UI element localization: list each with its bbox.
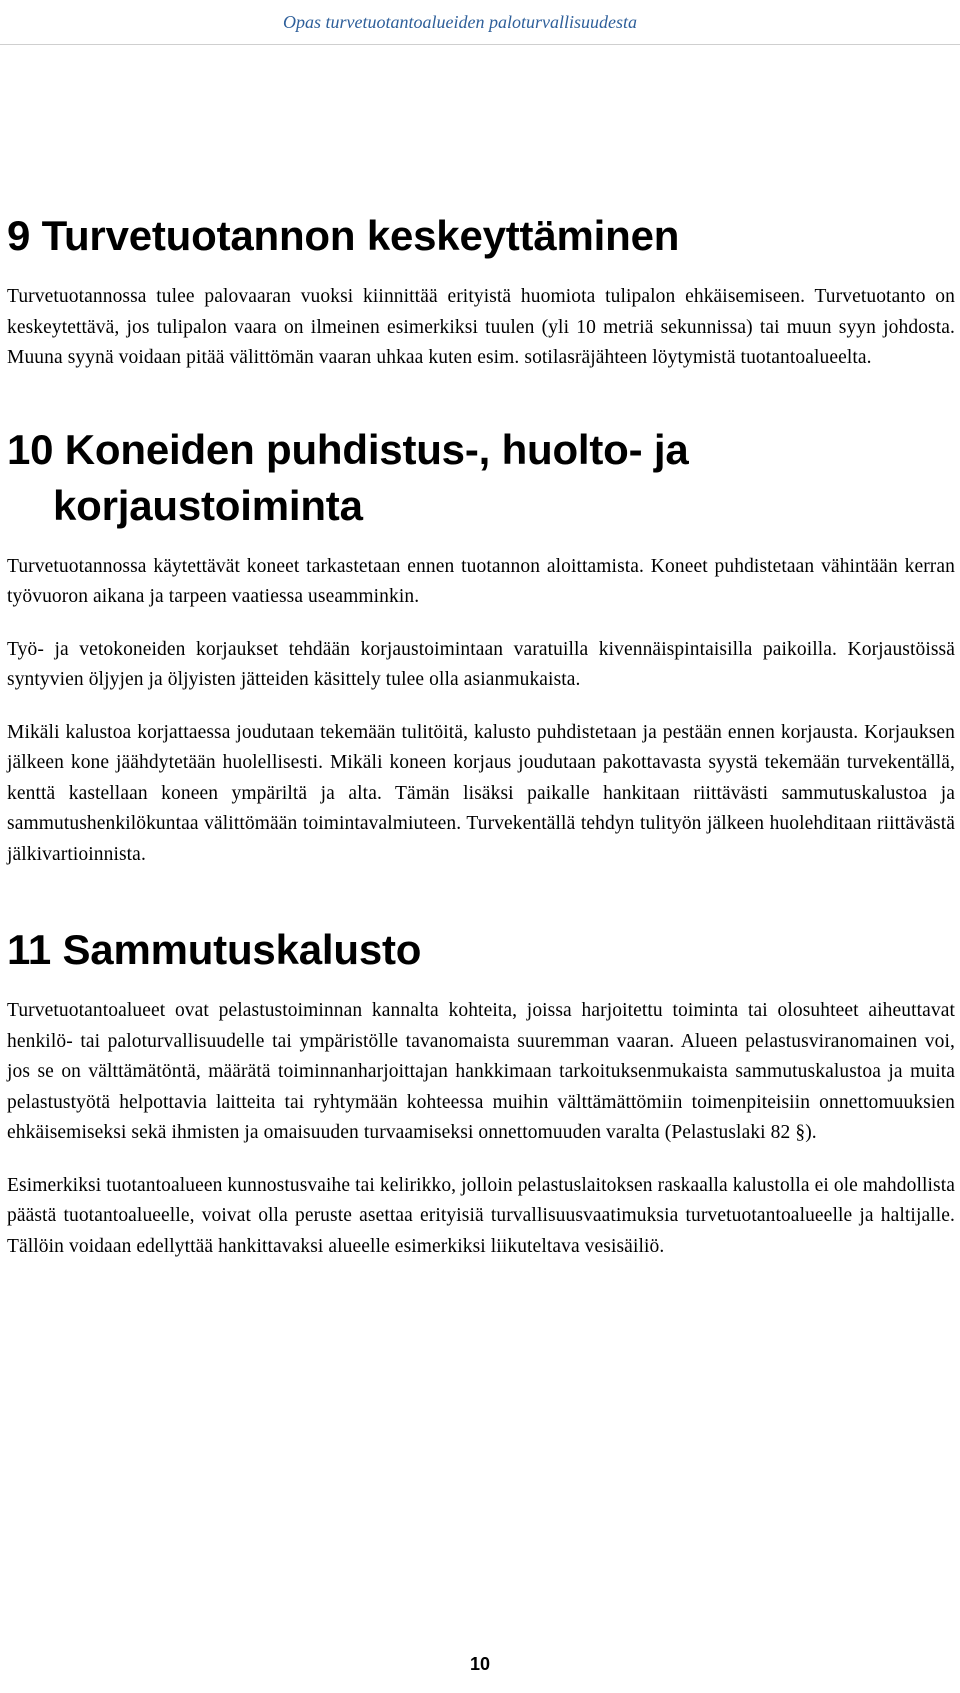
section-9 bbox=[7, 208, 955, 374]
section-10 bbox=[7, 422, 955, 871]
section-heading: 10 Koneiden puhdistus-, huolto- ja korjaustoiminta bbox=[7, 425, 689, 529]
paragraph: Työ- ja vetokoneiden korjaukset tehdään korjaustoimintaan varatuilla kivennäispintaisilla paikoilla. Korjaustöissä syntyvien öljyjen ja öljyisten jätteiden käsittely tulee olla asianmukaista. bbox=[7, 638, 955, 690]
page-number: 10 bbox=[469, 1654, 491, 1674]
section-text bbox=[7, 282, 955, 374]
section-text bbox=[7, 552, 955, 871]
section-heading: 11 Sammutuskalusto bbox=[7, 926, 422, 973]
paragraph: Esimerkiksi tuotantoalueen kunnostusvaihe tai kelirikko, jolloin pelastuslaitoksen raskaalla kalustolla ei ole mahdollista päästä tuotantoalueelle, voivat olla peruste asettaa erityisiä turvallisuusvaatimuksia turvetuotantoalueelle ja haltijalle. Tällöin voidaan edellyttää hankittavaksi alueelle esimerkiksi liikuteltava vesisäiliö. bbox=[7, 1174, 955, 1257]
section-text bbox=[7, 996, 955, 1262]
document-body bbox=[7, 208, 955, 1262]
paragraph: Turvetuotannossa tulee palovaaran vuoksi kiinnittää erityistä huomiota tulipalon ehkäisemiseen. Turvetuotanto on keskeytettävä, jos tulipalon vaara on ilmeinen esimerkiksi tuulen (yli 10 metriä sekunnissa) tai muun syyn johdosta. Muuna syynä voidaan pitää välittömän vaaran uhkaa kuten esim. sotilasräjähteen löytymistä tuotantoalueelta. bbox=[7, 286, 955, 368]
running-header-title: Opas turvetuotantoalueiden paloturvallisuudesta bbox=[283, 12, 637, 32]
section-heading: 9 Turvetuotannon keskeyttäminen bbox=[7, 212, 680, 259]
paragraph: Turvetuotantoalueet ovat pelastustoiminnan kannalta kohteita, joissa harjoitettu toiminta tai olosuhteet aiheuttavat henkilö- tai paloturvallisuudelle tai ympäristölle tavanomaista suuremman vaaran. Alueen pelastusviranomainen voi, jos se on välttämätöntä, määrätä toiminnanharjoittajan hankkimaan tarkoituksenmukaista sammutuskalustoa ja muita pelastustyötä helpottavia laitteita tai ryhtymään kohteessa muihin välttämättömiin toimenpiteisiin onnettomuuksien ehkäisemiseksi sekä ihmisten ja omaisuuden turvaamiseksi onnettomuuden varalta (Pelastuslaki 82 §). bbox=[7, 1000, 955, 1143]
paragraph: Mikäli kalustoa korjattaessa joudutaan tekemään tulitöitä, kalusto puhdistetaan ja pestään ennen korjausta. Korjauksen jälkeen kone jäähdytetään huolellisesti. Mikäli koneen korjaus joudutaan pakottavasta syystä tekemään turvekentällä, kenttä kastellaan koneen ympäriltä ja alta. Tämän lisäksi paikalle hankitaan riittävästi sammutuskalustoa ja sammutushenkilökuntaa välittömään toimintavalmiuteen. Turvekentällä tehdyn tulityön jälkeen huolehditaan riittävästä jälkivartioinnista. bbox=[7, 721, 955, 865]
paragraph: Turvetuotannossa käytettävät koneet tarkastetaan ennen tuotannon aloittamista. Koneet puhdistetaan vähintään kerran työvuoron aikana ja tarpeen vaatiessa useamminkin. bbox=[7, 555, 955, 607]
section-11 bbox=[7, 922, 955, 1262]
running-header bbox=[0, 10, 960, 45]
